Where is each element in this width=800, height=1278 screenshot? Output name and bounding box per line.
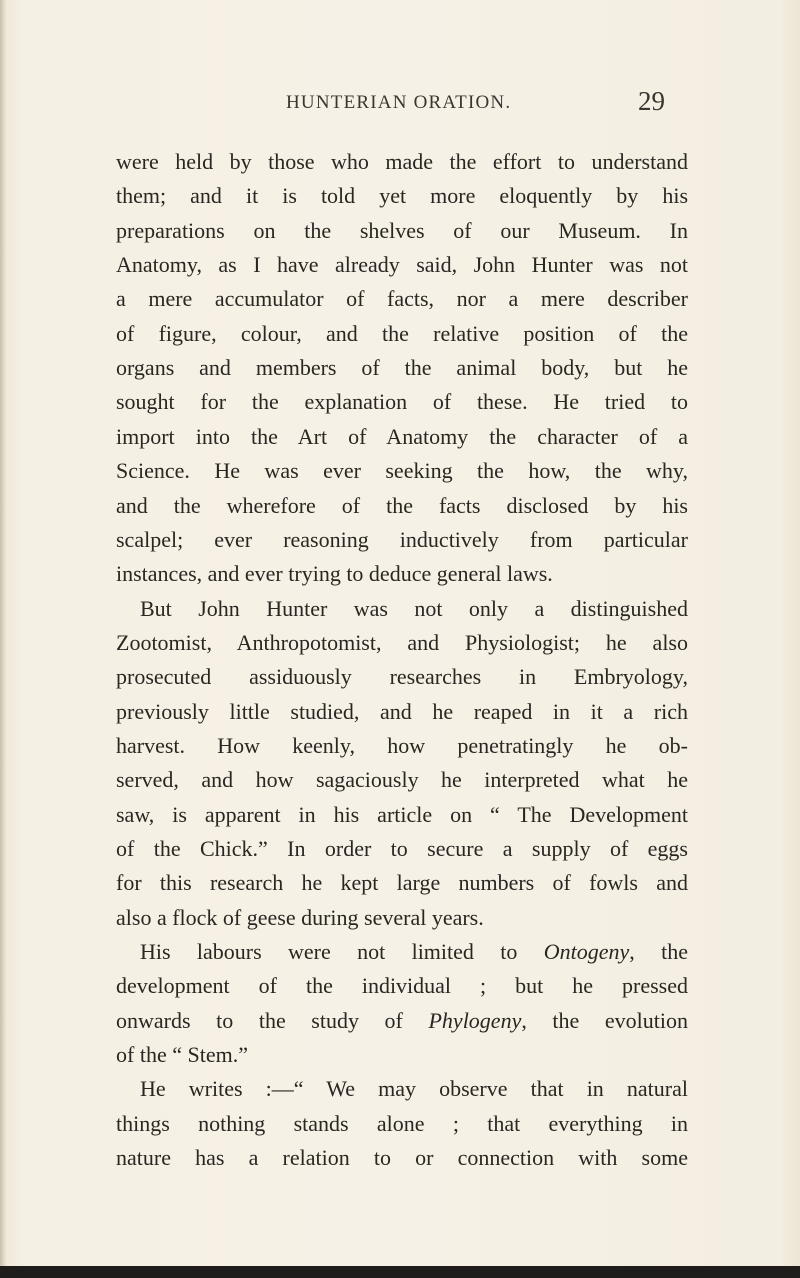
text-line: [116, 800, 688, 830]
text-line: [116, 662, 688, 692]
text-segment: of figure, colour, and the relative position of the: [116, 320, 688, 346]
text-line: [116, 1006, 688, 1036]
text-line: [116, 525, 688, 555]
text-line: [116, 147, 688, 177]
text-segment: of the “ Stem.”: [116, 1042, 248, 1068]
text-line: [116, 868, 688, 898]
text-line: [116, 834, 688, 864]
text-segment: Anatomy, as I have already said, John Hunter was not: [116, 252, 688, 278]
text-line: [116, 1040, 688, 1070]
text-segment: preparations on the shelves of our Museum. In: [116, 217, 688, 243]
text-segment: were held by those who made the effort to understand: [116, 149, 688, 174]
text-line: [116, 1109, 688, 1139]
text-segment: previously little studied, and he reaped in it a rich: [116, 698, 688, 724]
text-segment: import into the Art of Anatomy the character of a: [116, 423, 688, 449]
text-line: [116, 284, 688, 314]
text-segment: a mere accumulator of facts, nor a mere describer: [116, 286, 688, 312]
text-segment: things nothing stands alone ; that everything in: [116, 1110, 688, 1136]
text-segment: Zootomist, Anthropotomist, and Physiologist; he also: [116, 629, 688, 655]
text-line: [116, 1143, 688, 1173]
page-header: [0, 86, 800, 126]
text-line: [116, 456, 688, 486]
text-segment: development of the individual ; but he pressed: [116, 973, 688, 999]
text-segment: onwards to the study of: [116, 1007, 429, 1033]
text-segment: sought for the explanation of these. He tried to: [116, 389, 688, 415]
text-line: [116, 319, 688, 349]
text-line: [116, 971, 688, 1001]
page-gutter-edge: [0, 0, 6, 1278]
text-segment: , the: [629, 939, 688, 965]
text-segment: Science. He was ever seeking the how, the why,: [116, 458, 688, 484]
text-segment: instances, and ever trying to deduce general laws.: [116, 561, 553, 587]
text-segment: nature has a relation to or connection with some: [116, 1145, 688, 1171]
italic-term: Ontogeny: [543, 939, 630, 965]
text-line: [116, 387, 688, 417]
text-line: [116, 628, 688, 658]
text-line: [116, 731, 688, 761]
text-line: [140, 937, 688, 967]
text-segment: also a flock of geese during several years.: [116, 904, 484, 930]
text-segment: organs and members of the animal body, but he: [116, 355, 688, 381]
text-line: [116, 250, 688, 280]
text-segment: served, and how sagaciously he interpreted what he: [116, 767, 688, 793]
text-segment: But John Hunter was not only a distinguished: [140, 595, 688, 621]
text-line: [116, 903, 688, 933]
text-segment: for this research he kept large numbers of fowls and: [116, 870, 688, 896]
text-segment: them; and it is told yet more eloquently by his: [116, 183, 688, 209]
text-line: [116, 422, 688, 452]
text-line: [116, 559, 688, 589]
text-segment: harvest. How keenly, how penetratingly he ob-: [116, 732, 688, 758]
text-segment: of the Chick.” In order to secure a supply of eggs: [116, 836, 688, 861]
text-line: [116, 697, 688, 727]
running-head: HUNTERIAN ORATION.: [286, 92, 512, 113]
italic-term: Phylogeny: [428, 1007, 522, 1033]
text-segment: , the evolution: [521, 1007, 689, 1033]
text-segment: saw, is apparent in his article on “ The Development: [116, 801, 688, 827]
text-line: [140, 594, 688, 624]
text-line: [116, 353, 688, 383]
text-segment: scalpel; ever reasoning inductively from particular: [116, 526, 688, 552]
text-segment: prosecuted assiduously researches in Embryology,: [116, 664, 688, 690]
text-line: [116, 491, 688, 521]
text-line: [116, 765, 688, 795]
page-number: 29: [638, 86, 665, 116]
text-segment: He writes :—“ We may observe that in natural: [140, 1076, 688, 1102]
scan-bottom-edge: [0, 1266, 800, 1278]
text-line: [116, 216, 688, 246]
text-segment: and the wherefore of the facts disclosed by his: [116, 492, 688, 518]
text-line: [116, 181, 688, 211]
text-line: [140, 1074, 688, 1104]
text-segment: His labours were not limited to: [140, 939, 544, 965]
